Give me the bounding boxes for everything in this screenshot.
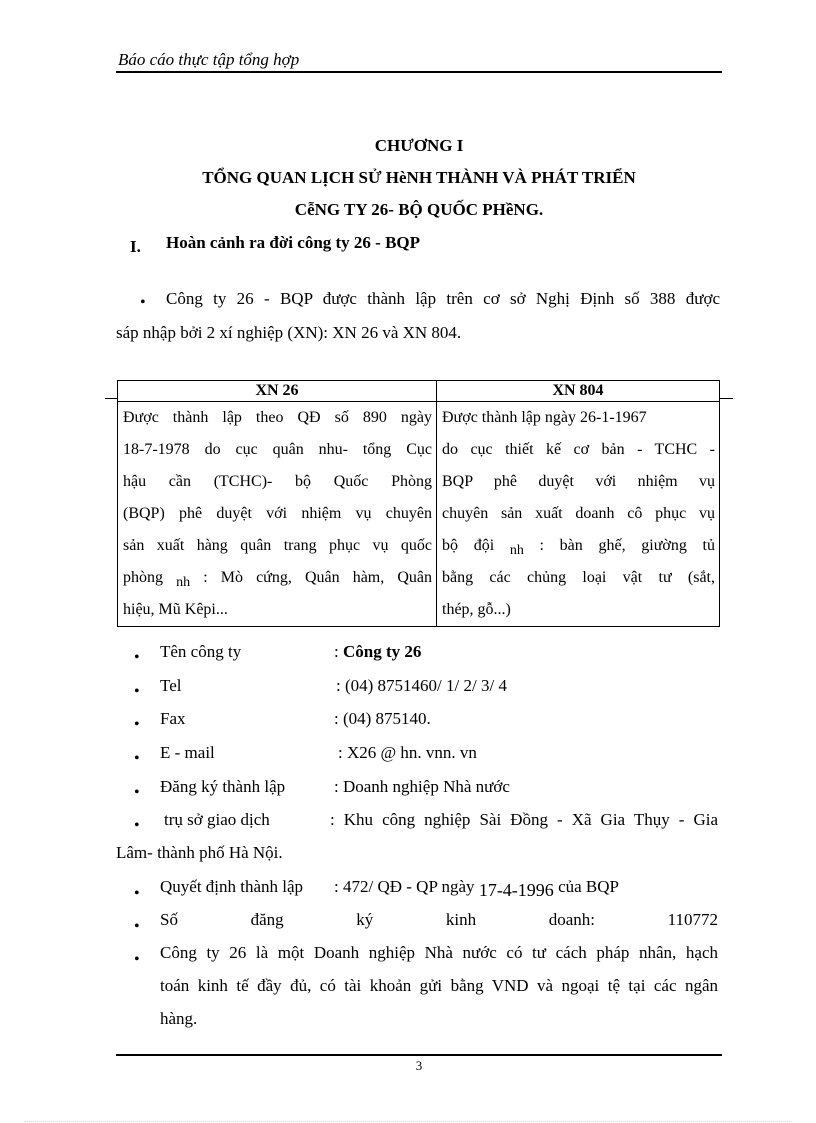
office-label: trụ sở giao dịch — [164, 810, 270, 829]
footer-rule — [116, 1054, 722, 1056]
xn804-text: Được thành lập ngày — [442, 409, 580, 426]
xn804-line — [437, 402, 719, 434]
bullet-marker: • — [134, 784, 140, 801]
tel-value: : (04) 8751460/ 1/ 2/ 3/ 4 — [336, 676, 507, 695]
xn804-line: bằng các chủng loại vật tư (sắt, — [442, 569, 715, 586]
table-header-xn26: XN 26 — [118, 381, 437, 402]
decision-suffix: của BQP — [553, 877, 619, 896]
xn804-line: chuyên sản xuất doanh cô phục vụ — [442, 505, 715, 522]
email-value: : X26 @ hn. vnn. vn — [338, 743, 477, 762]
xn804-small-text: nh — [509, 543, 524, 558]
header-title: Báo cáo thực tập tổng hợp — [118, 50, 300, 69]
bullet-marker: • — [134, 817, 140, 834]
company-name-prefix: : — [334, 642, 343, 661]
office-value-line2: Lâm- thành phố Hà Nội. — [116, 843, 283, 862]
summary-line3: hàng. — [160, 1009, 198, 1028]
bullet-marker: • — [134, 683, 140, 700]
decision-date: 17-4-1996 — [478, 880, 554, 900]
license-line — [160, 910, 718, 930]
header-rule — [116, 71, 722, 73]
xn26-small-text: nh — [176, 575, 191, 590]
summary-line2: toán kinh tế đầy đủ, có tài khoản gửi bằng VND và ngoại tệ tại các ngân — [160, 976, 718, 995]
bullet-marker: • — [134, 918, 140, 935]
decision-text: : 472/ QĐ - QP ngày — [334, 877, 479, 896]
table-cell-xn804 — [437, 402, 720, 627]
registration-label: Đăng ký thành lập — [160, 777, 286, 796]
xn26-line: Được thành lập theo QĐ số 890 ngày — [123, 409, 432, 426]
decision-value — [334, 877, 619, 901]
bullet-marker: • — [134, 649, 140, 666]
xn26-date: 18-7-1978 — [123, 441, 190, 458]
tel-label: Tel — [160, 676, 182, 695]
intro-line2: sáp nhập bởi 2 xí nghiệp (XN): XN 26 và XN 804. — [116, 323, 462, 342]
xn804-line — [437, 530, 719, 562]
company-name-value — [334, 642, 421, 662]
enterprise-table — [117, 380, 720, 627]
xn26-text: : Mò cứng, Quân hàm, Quân — [190, 569, 433, 586]
table-extension-left — [105, 398, 117, 399]
bullet-marker: • — [134, 885, 140, 902]
registration-value: : Doanh nghiệp Nhà nước — [334, 777, 510, 796]
bullet-marker: • — [134, 951, 140, 968]
xn804-date: 26-1-1967 — [579, 409, 647, 426]
xn26-line — [118, 434, 436, 466]
license-word: kinh — [445, 910, 477, 929]
table-extension-right — [719, 398, 733, 399]
company-name-text: Công ty 26 — [342, 642, 422, 661]
bullet-marker: • — [134, 750, 140, 767]
xn804-line: thép, gỗ...) — [442, 601, 511, 618]
xn26-text: do cục quân nhu- tổng Cục — [189, 441, 432, 458]
fax-value: : (04) 875140. — [334, 709, 431, 728]
summary-line1: Công ty 26 là một Doanh nghiệp Nhà nước có tư cách pháp nhân, hạch — [160, 943, 718, 962]
table-cell-xn26 — [118, 402, 437, 627]
xn804-line: do cục thiết kế cơ bản - TCHC - — [442, 441, 715, 458]
xn26-line: hiệu, Mũ Kêpi... — [123, 601, 228, 618]
bullet-marker: • — [134, 716, 140, 733]
bottom-dotted-border — [24, 1121, 792, 1122]
license-word: đăng — [250, 910, 284, 929]
xn26-line: (BQP) phê duyệt với nhiệm vụ chuyên — [123, 505, 432, 522]
xn804-line: BQP phê duyệt với nhiệm vụ — [442, 473, 715, 490]
xn804-text: bộ đội — [442, 537, 510, 554]
decision-label: Quyết định thành lập — [160, 877, 304, 896]
chapter-title-line2: CễNG TY 26- BỘ QUỐC PHềNG. — [294, 200, 544, 219]
chapter-title-line1: TỔNG QUAN LỊCH SỬ HèNH THÀNH VÀ PHÁT TRIỂN — [202, 168, 636, 187]
license-word: ký — [356, 910, 374, 929]
company-name-label: Tên công ty — [160, 642, 242, 661]
office-value-line1: : Khu công nghiệp Sài Đồng - Xã Gia Thụy - Gia — [330, 810, 718, 829]
xn26-line: hậu cần (TCHC)- bộ Quốc Phòng — [123, 473, 432, 490]
table-header-xn804: XN 804 — [437, 381, 720, 402]
section-title: Hoàn cảnh ra đời công ty 26 - BQP — [166, 233, 421, 252]
license-word: doanh: — [548, 910, 595, 929]
license-word: Số — [160, 910, 178, 929]
chapter-number: CHƯƠNG I — [374, 136, 464, 155]
fax-label: Fax — [160, 709, 186, 728]
email-label: E - mail — [160, 743, 215, 762]
xn26-line: sản xuất hàng quân trang phục vụ quốc — [123, 537, 432, 554]
xn804-text: : bàn ghế, giường tủ — [523, 537, 715, 554]
section-number: I. — [130, 237, 141, 256]
xn26-line — [118, 562, 436, 594]
page-number: 3 — [415, 1058, 423, 1073]
intro-line1: Công ty 26 - BQP được thành lập trên cơ sở Nghị Định số 388 được — [166, 289, 720, 308]
license-number: 110772 — [667, 910, 718, 929]
bullet-marker: • — [140, 294, 146, 311]
xn26-text: phòng — [123, 569, 177, 586]
